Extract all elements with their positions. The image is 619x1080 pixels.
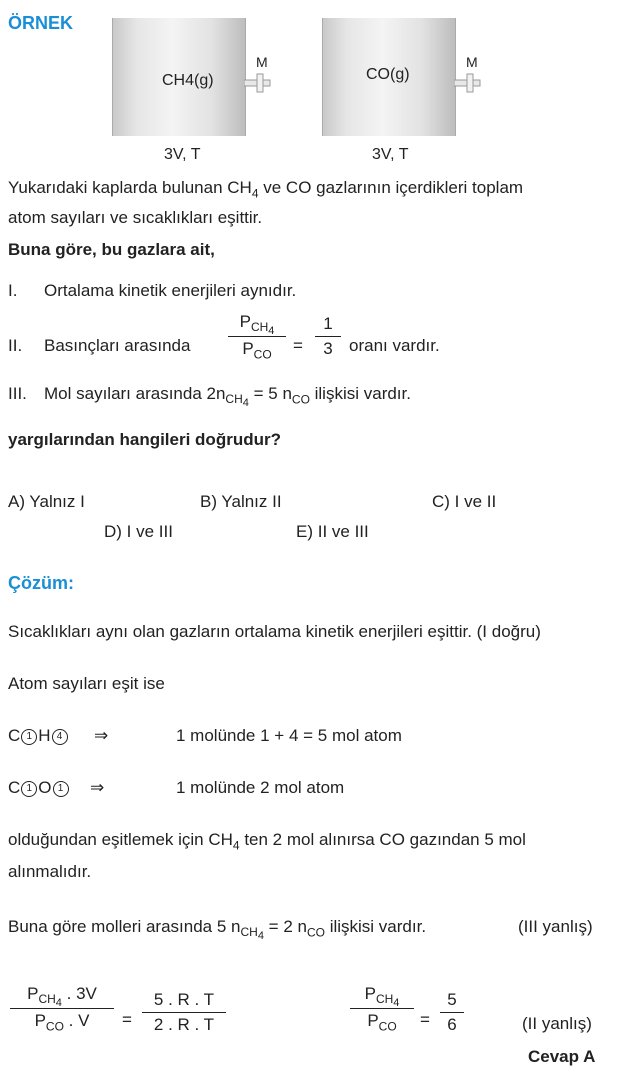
pressure-ratio-fraction: $P_{CH4}$ $P_{CO}$ <box>228 312 286 362</box>
option-e[interactable]: E) II ve III <box>296 522 369 541</box>
option-a[interactable]: A) Yalnız I <box>8 492 85 511</box>
verdict-ii: (II yanlış) <box>522 1014 592 1033</box>
solution-line-3: olduğundan eşitlemek için $CH_4$ ten 2 mol alınırsa CO gazından 5 mol <box>8 830 526 853</box>
atom-count-ch4: 1 molünde 1 + 4 = 5 mol atom <box>176 726 402 745</box>
answer-label: Cevap A <box>528 1047 596 1066</box>
pressure-fraction: $P_{CH4}$ $P_{CO}$ <box>350 984 414 1034</box>
gas-label: CO(g) <box>366 66 410 83</box>
implies-arrow: ⇒ <box>90 778 105 797</box>
solution-line-4: alınmalıdır. <box>8 862 92 881</box>
solution-line-1: Sıcaklıkları aynı olan gazların ortalama kinetik enerjileri eşittir. (I doğru) <box>8 622 541 641</box>
valve-label: M <box>256 54 268 70</box>
statement-number: III. <box>8 384 27 403</box>
option-d[interactable]: D) I ve III <box>104 522 173 541</box>
valve-label: M <box>466 54 478 70</box>
statement-number: I. <box>8 281 18 300</box>
valve-icon <box>244 66 274 96</box>
pressure-volume-fraction: $P_{CH4}$ . 3V $P_{CO}$ . V <box>10 984 114 1034</box>
ratio-value-fraction: 1 3 <box>315 314 341 359</box>
question-prompt: Buna göre, bu gazlara ait, <box>8 240 215 259</box>
vessel-caption: 3V, T <box>164 146 201 163</box>
question-line-1: Yukarıdaki kaplarda bulunan $CH_4$ ve CO gazlarının içerdikleri toplam <box>8 178 524 201</box>
solution-line-2: Atom sayıları eşit ise <box>8 674 165 693</box>
gas-label: CH4(g) <box>162 72 214 89</box>
solution-label: Çözüm: <box>8 573 74 593</box>
atom-count-co: 1 molünde 2 mol atom <box>176 778 345 797</box>
formula-ch4: C 1 H 4 <box>8 726 69 746</box>
verdict-iii: (III yanlış) <box>518 917 593 936</box>
formula-co: C 1 O 1 <box>8 778 70 798</box>
solution-line-5: Buna göre molleri arasında 5 $n_{CH4} = 2$ $n_{CO}$ ilişkisi vardır. <box>8 917 427 943</box>
statement-1: Ortalama kinetik enerjileri aynıdır. <box>44 281 297 300</box>
implies-arrow: ⇒ <box>94 726 109 745</box>
valve-icon <box>454 66 484 96</box>
equals-sign: = <box>293 336 303 355</box>
question-line-2: atom sayıları ve sıcaklıkları eşittir. <box>8 208 263 227</box>
statement-number: II. <box>8 336 23 355</box>
option-c[interactable]: C) I ve II <box>432 492 497 511</box>
statement-2-tail: oranı vardır. <box>349 336 440 355</box>
vessel-caption: 3V, T <box>372 146 409 163</box>
example-label: ÖRNEK <box>8 13 74 33</box>
option-b[interactable]: B) Yalnız II <box>200 492 282 511</box>
statement-2-text: Basınçları arasında <box>44 336 191 355</box>
equals-sign: = <box>420 1010 430 1029</box>
question-closing: yargılarından hangileri doğrudur? <box>8 430 281 449</box>
statement-3: Mol sayıları arasında $2n_{CH4} = 5$ $n_{CO}$ ilişkisi vardır. <box>44 384 411 410</box>
result-fraction: 5 6 <box>440 990 464 1035</box>
equals-sign: = <box>122 1010 132 1029</box>
nrt-fraction: 5 . R . T 2 . R . T <box>142 990 226 1035</box>
